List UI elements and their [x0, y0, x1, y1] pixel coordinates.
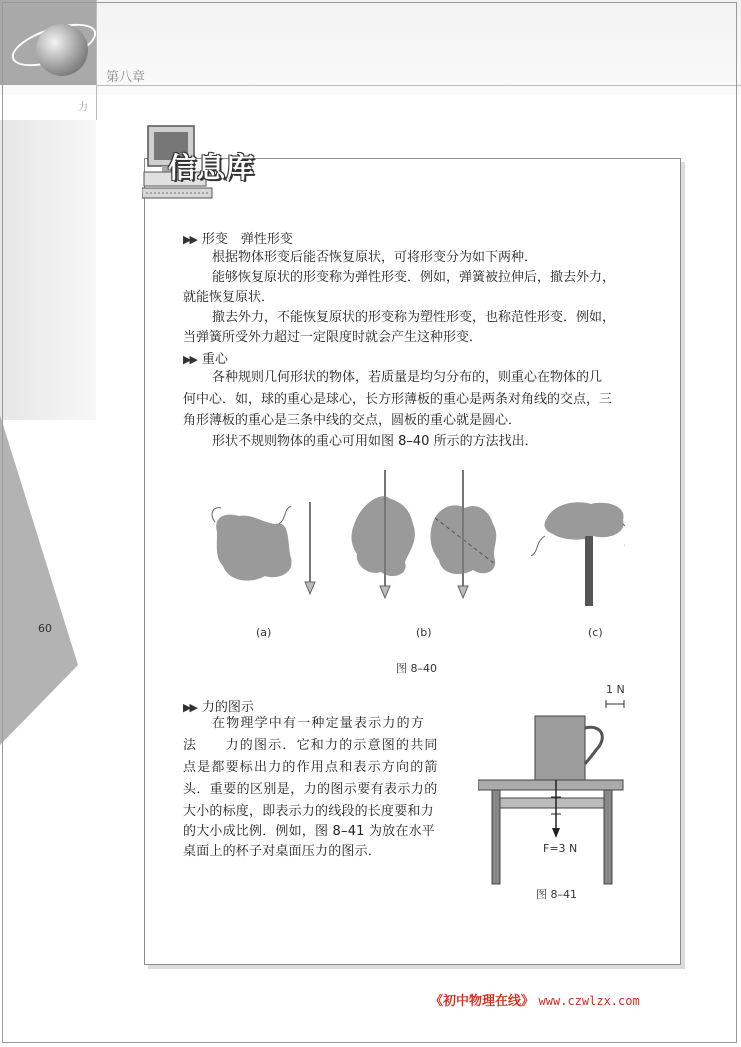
- paragraph: 角形薄板的重心是三条中线的交点，圆板的重心就是圆心．: [183, 413, 522, 428]
- paragraph-line: 头．重要的区别是，力的图示要有表示力的: [183, 782, 438, 797]
- figure-8-41: [478, 694, 628, 888]
- page-number: 60: [38, 622, 52, 635]
- paragraph: 形状不规则物体的重心可用如图 8–40 所示的方法找出．: [212, 434, 538, 449]
- footer-url[interactable]: www.czwlzx.com: [538, 994, 640, 1008]
- chapter-title: 第八章: [106, 70, 146, 85]
- table-leg-right: [604, 790, 612, 884]
- figure-caption-8-40: 图 8–40: [396, 662, 437, 675]
- irregular-plate-a: [216, 515, 291, 581]
- table-top: [478, 780, 623, 790]
- paragraph-line: 点是都要标出力的作用点和表示方向的箭: [183, 760, 439, 775]
- section-heading-center-of-gravity: ▶▶ 重心: [183, 352, 228, 367]
- paragraph-line: 大小的标度，即表示力的线段的长度要和力: [183, 804, 434, 819]
- figure-label-b: (b): [416, 626, 432, 639]
- figure-label-c: (c): [588, 626, 603, 639]
- paragraph: 何中心．如，球的重心是球心，长方形薄板的重心是两条对角线的交点，三: [183, 392, 613, 407]
- section-heading-deformation: ▶▶ 形变 弹性形变: [183, 232, 293, 247]
- paragraph: 各种规则几何形状的物体，若质量是均匀分布的，则重心在物体的几: [212, 370, 603, 385]
- section-heading-force-diagram: ▶▶ 力的图示: [183, 700, 254, 715]
- paragraph: 就能恢复原状．: [183, 290, 275, 305]
- paragraph: 撤去外力，不能恢复原状的形变称为塑性形变，也称范性形变．例如，: [212, 310, 616, 325]
- banner-title: 信息库: [168, 151, 256, 184]
- paragraph: 根据物体形变后能否恢复原状，可将形变分为如下两种．: [212, 250, 538, 265]
- paragraph-line: 法 力的图示．它和力的示意图的共同: [183, 738, 439, 753]
- footer-brand: 《初中物理在线》 www.czwlzx.com: [430, 994, 640, 1009]
- cup-handle: [585, 727, 602, 764]
- support-pencil: [585, 536, 593, 606]
- paragraph-line: 在物理学中有一种定量表示力的方: [212, 716, 426, 731]
- figure-8-40: [195, 462, 625, 612]
- paragraph: 能够恢复原状的形变称为弹性形变．例如，弹簧被拉伸后，撤去外力，: [212, 270, 616, 285]
- cup: [535, 716, 585, 780]
- figure-caption-8-41: 图 8–41: [536, 888, 577, 901]
- triangle-bullet-icon: ▶▶: [183, 233, 196, 246]
- irregular-plate-c: [545, 502, 624, 539]
- paragraph-line: 的大小成比例．例如，图 8–41 为放在水平: [183, 824, 435, 839]
- triangle-bullet-icon: ▶▶: [183, 353, 196, 366]
- force-label: F=3 N: [543, 842, 578, 855]
- irregular-plate-b1: [352, 496, 415, 576]
- triangle-bullet-icon: ▶▶: [183, 701, 196, 714]
- scale-label: 1 N: [606, 683, 625, 696]
- chapter-subtitle: 力: [78, 102, 88, 113]
- figure-label-a: (a): [256, 626, 272, 639]
- paragraph-line: 桌面上的杯子对桌面压力的图示．: [183, 844, 382, 859]
- table-leg-left: [492, 790, 500, 884]
- paragraph: 当弹簧所受外力超过一定限度时就会产生这种形变．: [183, 330, 483, 345]
